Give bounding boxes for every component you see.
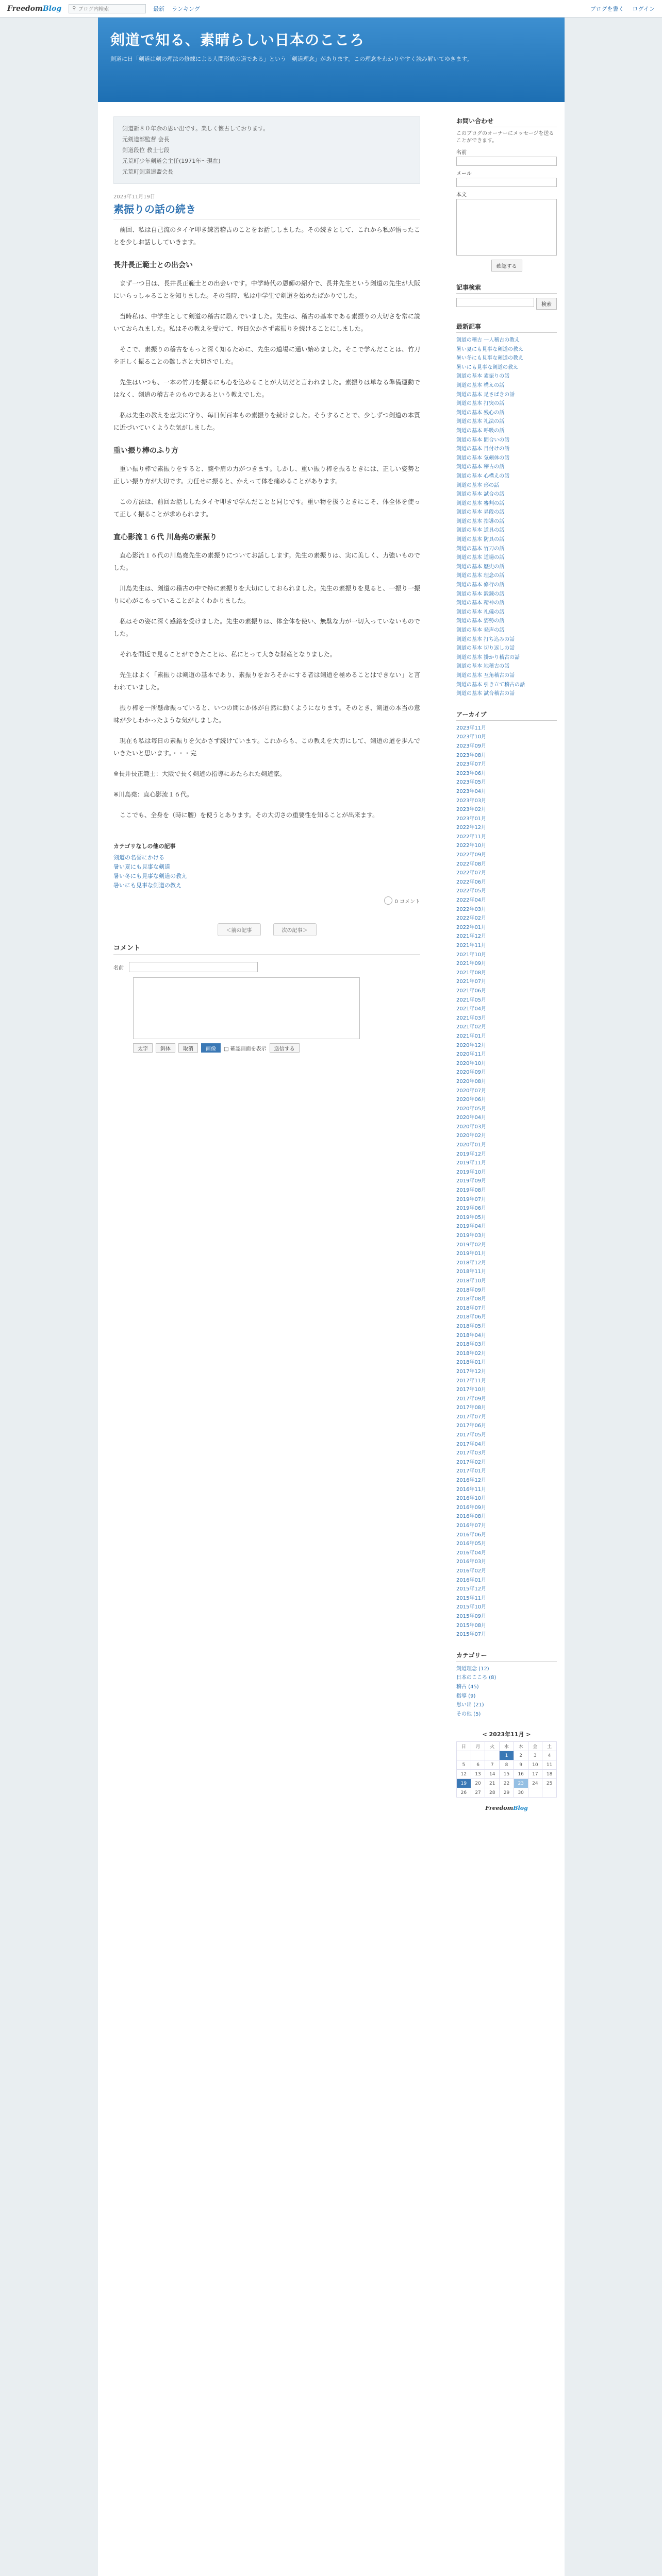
contact-box bbox=[456, 116, 557, 272]
archive-link[interactable]: 2023年07月 bbox=[456, 761, 487, 768]
calendar-day[interactable]: 22 bbox=[500, 1779, 514, 1788]
archive-link[interactable]: 2023年03月 bbox=[456, 798, 487, 804]
archive-link[interactable]: 2020年05月 bbox=[456, 1106, 487, 1112]
archive-link[interactable]: 2017年03月 bbox=[456, 1450, 487, 1456]
top-navigation-bar bbox=[0, 0, 662, 18]
comment-icon bbox=[384, 896, 392, 905]
top-right-links bbox=[590, 5, 655, 13]
paragraph: ここでも、全身を（時に腰）を使うとあります。その大切さの重要性を知ることが出来ます。 bbox=[120, 811, 379, 819]
paragraph: 私はその姿に深く感銘を受けました。先生の素振りは、体全体を使い、無駄な力が一切入っていないものでした。 bbox=[113, 618, 420, 637]
archive-link[interactable]: 2022年10月 bbox=[456, 843, 487, 849]
recent-post-link[interactable]: 剣道の基本 理念の話 bbox=[456, 573, 505, 579]
recent-post-link[interactable]: 剣道の基本 残心の話 bbox=[456, 410, 505, 416]
comment-count[interactable]: 0 コメント bbox=[113, 896, 420, 905]
recent-post-link[interactable]: 剣道の基本 構えの話 bbox=[456, 382, 505, 388]
calendar-day[interactable]: 25 bbox=[542, 1779, 557, 1788]
main-column bbox=[113, 116, 420, 1053]
archive-link[interactable]: 2022年07月 bbox=[456, 870, 487, 876]
archive-link[interactable]: 2016年11月 bbox=[456, 1486, 487, 1493]
italic-button[interactable]: 斜体 bbox=[156, 1043, 175, 1053]
paragraph: そこで、素振りの稽古をもっと深く知るために、先生の道場に通い始めました。そこで学んだことは、竹刀を正しく振ることの難しさと大切さでした。 bbox=[113, 346, 420, 365]
comment-toolbar bbox=[133, 1043, 420, 1053]
archive-link[interactable]: 2022年02月 bbox=[456, 916, 487, 922]
calendar-day bbox=[457, 1751, 471, 1760]
calendar-day[interactable]: 20 bbox=[471, 1779, 485, 1788]
calendar-day[interactable]: 4 bbox=[542, 1751, 557, 1760]
calendar-day bbox=[485, 1751, 500, 1760]
calendar-day[interactable]: 23 bbox=[514, 1779, 528, 1788]
related-post-link[interactable]: 暑いにも見事な剣道の教え bbox=[113, 882, 181, 889]
post-title[interactable]: 素振りの話の続き bbox=[113, 201, 420, 219]
comment-form bbox=[113, 942, 420, 1053]
comment-title: コメント bbox=[113, 942, 420, 955]
archive-link[interactable]: 2022年03月 bbox=[456, 906, 487, 912]
paragraph: まず一つ目は、長井長正範士との出会いです。中学時代の恩師の紹介で、長井先生という剣道の先生が大阪にいらっしゃることを知りました。その当時、私は中学生で剣道を始めたばかりでした。 bbox=[113, 280, 420, 299]
archive-link[interactable]: 2023年01月 bbox=[456, 816, 487, 822]
archive-link[interactable]: 2022年12月 bbox=[456, 825, 487, 831]
sidebar-search-button[interactable]: 検索 bbox=[536, 298, 557, 310]
paragraph: 川島先生は、剣道の稽古の中で特に素振りを大切にしておられました。先生の素振りを見ると、一振り一振りに心がこもっていることがよくわかりました。 bbox=[113, 585, 420, 604]
category-link[interactable]: 日本のこころ (8) bbox=[456, 1675, 496, 1681]
post-body bbox=[113, 224, 420, 821]
archive-link[interactable]: 2020年04月 bbox=[456, 1115, 487, 1121]
calendar-day[interactable]: 2 bbox=[514, 1751, 528, 1760]
calendar-day[interactable]: 10 bbox=[528, 1760, 542, 1770]
sidebar bbox=[456, 116, 557, 1823]
archive-link[interactable]: 2021年06月 bbox=[456, 988, 487, 994]
archive-link[interactable]: 2021年04月 bbox=[456, 1006, 487, 1012]
recent-post-link[interactable]: 剣道の基本 審判の話 bbox=[456, 500, 505, 506]
footnote: ※川島堯：直心影流１６代。 bbox=[113, 791, 193, 798]
contact-send-button[interactable]: 確認する bbox=[491, 260, 522, 272]
archive-link[interactable]: 2019年10月 bbox=[456, 1169, 487, 1175]
archive-link[interactable]: 2015年09月 bbox=[456, 1613, 487, 1619]
archive-link[interactable]: 2020年02月 bbox=[456, 1133, 487, 1139]
recent-post-link[interactable]: 剣道の稽古 一人稽古の教え bbox=[456, 337, 520, 343]
category-link[interactable]: 剣道理念 (12) bbox=[456, 1666, 489, 1672]
archive-link[interactable]: 2020年06月 bbox=[456, 1097, 487, 1103]
recent-post-link[interactable]: 剣道の基本 間合いの話 bbox=[456, 437, 510, 443]
archive-link[interactable]: 2022年11月 bbox=[456, 834, 487, 840]
calendar-weekday: 月 bbox=[471, 1742, 485, 1751]
archive-link[interactable]: 2016年12月 bbox=[456, 1478, 487, 1484]
archive-link[interactable]: 2017年06月 bbox=[456, 1423, 487, 1429]
recent-post-link[interactable]: 暑い冬にも見事な剣道の教え bbox=[456, 355, 523, 362]
archive-link[interactable]: 2016年05月 bbox=[456, 1541, 487, 1547]
archive-link[interactable]: 2017年08月 bbox=[456, 1405, 487, 1411]
archive-link[interactable]: 2016年06月 bbox=[456, 1532, 487, 1538]
archive-link[interactable]: 2018年10月 bbox=[456, 1278, 487, 1284]
archive-link[interactable]: 2022年09月 bbox=[456, 852, 487, 858]
archive-link[interactable]: 2019年01月 bbox=[456, 1251, 487, 1257]
recent-post-link[interactable]: 剣道の基本 指導の話 bbox=[456, 518, 505, 524]
archive-link[interactable]: 2017年11月 bbox=[456, 1378, 487, 1384]
bold-button[interactable]: 太字 bbox=[133, 1043, 153, 1053]
calendar-day[interactable]: 7 bbox=[485, 1760, 500, 1770]
top-link-ranking[interactable]: ランキング bbox=[172, 5, 200, 12]
archive-link[interactable]: 2021年12月 bbox=[456, 934, 487, 940]
recent-post-link[interactable]: 剣道の基本 掛かり稽古の話 bbox=[456, 654, 520, 660]
category-link[interactable]: 指導 (9) bbox=[456, 1693, 476, 1699]
post-pager bbox=[113, 923, 420, 936]
archive-link[interactable]: 2023年04月 bbox=[456, 788, 487, 794]
archive-link[interactable]: 2017年02月 bbox=[456, 1459, 487, 1465]
related-posts-title: カテゴリなしの他の記事 bbox=[113, 843, 176, 850]
comment-textarea[interactable] bbox=[133, 977, 360, 1039]
calendar-weekday: 火 bbox=[485, 1742, 500, 1751]
recent-post-link[interactable]: 剣道の基本 礼儀の話 bbox=[456, 609, 505, 615]
recent-post-link[interactable]: 剣道の基本 稽古の話 bbox=[456, 464, 505, 470]
archive-link[interactable]: 2016年03月 bbox=[456, 1559, 487, 1565]
archive-link[interactable]: 2017年07月 bbox=[456, 1414, 487, 1420]
recent-post-link[interactable]: 剣道の基本 打突の話 bbox=[456, 401, 505, 407]
recent-post-link[interactable]: 剣道の基本 心構えの話 bbox=[456, 473, 510, 479]
archive-link[interactable]: 2016年08月 bbox=[456, 1514, 487, 1520]
archive-link[interactable]: 2016年01月 bbox=[456, 1577, 487, 1583]
calendar-day[interactable]: 21 bbox=[485, 1779, 500, 1788]
next-post-button[interactable]: 次の記事＞ bbox=[273, 923, 317, 936]
section-heading: 重い振り棒のふり方 bbox=[113, 447, 178, 455]
recent-post-link[interactable]: 剣道の基本 切り返しの話 bbox=[456, 646, 515, 652]
recent-post-link[interactable]: 剣道の基本 試合稽古の話 bbox=[456, 691, 515, 697]
section-heading: 直心影流１６代 川島堯の素振り bbox=[113, 533, 217, 541]
intro-line: 剣道段位 教士七段 bbox=[122, 147, 170, 154]
recent-post-link[interactable]: 剣道の基本 試合の話 bbox=[456, 492, 505, 498]
paragraph: 当時私は、中学生として剣道の稽古に励んでいました。先生は、稽古の基本である素振りの大切さを常に説いておられました。私はその教えを受けて、毎日欠かさず素振りを続けることにしました。 bbox=[113, 313, 420, 332]
archive-link[interactable]: 2018年11月 bbox=[456, 1269, 487, 1275]
archive-link[interactable]: 2018年08月 bbox=[456, 1296, 487, 1302]
archive-link[interactable]: 2015年11月 bbox=[456, 1595, 487, 1601]
calendar-day[interactable]: 1 bbox=[500, 1751, 514, 1760]
archive-link[interactable]: 2021年11月 bbox=[456, 943, 487, 948]
blog-search-input[interactable]: ⚲ ブログ内検索 bbox=[69, 4, 146, 13]
top-links bbox=[153, 5, 200, 13]
archive-link[interactable]: 2023年10月 bbox=[456, 734, 487, 740]
archive-link[interactable]: 2017年09月 bbox=[456, 1396, 487, 1402]
calendar-day[interactable]: 11 bbox=[542, 1760, 557, 1770]
recent-post-link[interactable]: 剣道の基本 素振りの話 bbox=[456, 374, 510, 380]
calendar-day bbox=[471, 1751, 485, 1760]
name-input[interactable] bbox=[129, 962, 258, 972]
calendar-day[interactable]: 9 bbox=[514, 1760, 528, 1770]
archive-link[interactable]: 2021年03月 bbox=[456, 1015, 487, 1021]
calendar-day[interactable]: 3 bbox=[528, 1751, 542, 1760]
recent-post-link[interactable]: 剣道の基本 打ち込みの話 bbox=[456, 636, 515, 642]
recent-post-link[interactable]: 剣道の基本 互角稽古の話 bbox=[456, 672, 515, 679]
calendar-day[interactable]: 14 bbox=[485, 1770, 500, 1779]
archive-link[interactable]: 2016年09月 bbox=[456, 1504, 487, 1511]
recent-post-link[interactable]: 剣道の基本 昇段の話 bbox=[456, 510, 505, 516]
archive-link[interactable]: 2023年05月 bbox=[456, 779, 487, 786]
archive-link[interactable]: 2019年12月 bbox=[456, 1151, 487, 1157]
archive-box bbox=[456, 710, 557, 1639]
archive-link[interactable]: 2015年08月 bbox=[456, 1622, 487, 1629]
calendar-day[interactable]: 8 bbox=[500, 1760, 514, 1770]
intro-line: 元荒町剣道連盟会長 bbox=[122, 168, 173, 175]
search-box bbox=[456, 283, 557, 311]
archive-link[interactable]: 2018年12月 bbox=[456, 1260, 487, 1266]
calendar-weekday: 金 bbox=[528, 1742, 542, 1751]
recent-post-link[interactable]: 剣道の基本 精神の話 bbox=[456, 600, 505, 606]
related-post-link[interactable]: 暑い冬にも見事な剣道の教え bbox=[113, 873, 187, 879]
powered-logo[interactable]: FreedomBlog bbox=[485, 1805, 528, 1812]
recent-post-link[interactable]: 剣道の基本 礼法の話 bbox=[456, 419, 505, 425]
recent-post-link[interactable]: 剣道の基本 呼吸の話 bbox=[456, 428, 505, 434]
archive-link[interactable]: 2021年02月 bbox=[456, 1024, 487, 1030]
calendar-day bbox=[542, 1788, 557, 1798]
contact-mail-input[interactable] bbox=[456, 178, 557, 187]
recent-post-link[interactable]: 剣道の基本 足さばきの話 bbox=[456, 392, 515, 398]
contact-body-textarea[interactable] bbox=[456, 199, 557, 256]
archive-link[interactable]: 2019年11月 bbox=[456, 1160, 487, 1166]
post-date: 2023年11月19日 bbox=[113, 194, 155, 200]
archive-title: アーカイブ bbox=[456, 710, 557, 721]
archive-link[interactable]: 2023年11月 bbox=[456, 725, 487, 731]
blog-title[interactable]: 剣道で知る、素晴らしい日本のこころ bbox=[110, 31, 365, 48]
category-link[interactable]: その他 (5) bbox=[456, 1711, 481, 1717]
archive-link[interactable]: 2017年10月 bbox=[456, 1387, 487, 1393]
archive-link[interactable]: 2020年12月 bbox=[456, 1042, 487, 1048]
contact-name-label: 名前 bbox=[456, 150, 467, 156]
contact-text: このブログのオーナーにメッセージを送ることができます。 bbox=[456, 131, 554, 144]
archive-link[interactable]: 2019年09月 bbox=[456, 1178, 487, 1184]
strike-button[interactable]: 取消 bbox=[178, 1043, 198, 1053]
category-link[interactable]: 思い出 (21) bbox=[456, 1702, 484, 1708]
archive-link[interactable]: 2018年06月 bbox=[456, 1314, 487, 1320]
archive-link[interactable]: 2021年10月 bbox=[456, 952, 487, 958]
category-link[interactable]: 稽古 (45) bbox=[456, 1684, 479, 1690]
archive-link[interactable]: 2017年12月 bbox=[456, 1368, 487, 1375]
calendar-weekday: 水 bbox=[500, 1742, 514, 1751]
paragraph: この方法は、前回お話ししたタイヤ叩きで学んだことと同じです。重い物を扱うときにこそ、体全体を使って正しく振ることが求められます。 bbox=[113, 498, 420, 518]
archive-link[interactable]: 2017年04月 bbox=[456, 1441, 487, 1447]
calendar-day[interactable]: 29 bbox=[500, 1788, 514, 1798]
archive-link[interactable]: 2018年02月 bbox=[456, 1350, 487, 1357]
archive-link[interactable]: 2017年05月 bbox=[456, 1432, 487, 1438]
sidebar-search-input[interactable] bbox=[456, 298, 534, 307]
archive-link[interactable]: 2021年09月 bbox=[456, 961, 487, 967]
recent-post-link[interactable]: 剣道の基本 引き立て稽古の話 bbox=[456, 682, 525, 688]
archive-link[interactable]: 2018年01月 bbox=[456, 1360, 487, 1366]
archive-link[interactable]: 2016年04月 bbox=[456, 1550, 487, 1556]
calendar-weekday: 木 bbox=[514, 1742, 528, 1751]
archive-link[interactable]: 2021年08月 bbox=[456, 970, 487, 976]
archive-link[interactable]: 2020年03月 bbox=[456, 1124, 487, 1130]
related-post-link[interactable]: 剣道の名誉にかける bbox=[113, 854, 164, 861]
archive-link[interactable]: 2016年02月 bbox=[456, 1568, 487, 1574]
blog-description: 剣道に日「剣道は剣の理法の修練による人間形成の道である」という「剣道理念」があります。この理念をわかりやすく読み解いてゆきます。 bbox=[110, 56, 473, 62]
write-blog-link[interactable]: ブログを書く bbox=[590, 5, 624, 12]
archive-link[interactable]: 2020年09月 bbox=[456, 1070, 487, 1076]
contact-mail-label: メール bbox=[456, 171, 472, 177]
intro-line: 元荒町少年剣道会主任(1971年〜現在) bbox=[122, 158, 221, 164]
calendar-weekday: 日 bbox=[457, 1742, 471, 1751]
top-link-latest[interactable]: 最新 bbox=[153, 5, 165, 12]
calendar-day[interactable]: 30 bbox=[514, 1788, 528, 1798]
archive-link[interactable]: 2020年11月 bbox=[456, 1052, 487, 1058]
recent-post-link[interactable]: 剣道の基本 道具の話 bbox=[456, 528, 505, 534]
calendar-day[interactable]: 16 bbox=[514, 1770, 528, 1779]
submit-button[interactable]: 送信する bbox=[270, 1043, 300, 1053]
calendar-day[interactable]: 28 bbox=[485, 1788, 500, 1798]
archive-link[interactable]: 2018年09月 bbox=[456, 1287, 487, 1293]
archive-link[interactable]: 2018年05月 bbox=[456, 1323, 487, 1329]
content-wrapper bbox=[98, 102, 565, 2576]
prev-post-button[interactable]: ＜前の記事 bbox=[218, 923, 261, 936]
search-icon: ⚲ bbox=[72, 6, 76, 11]
calendar-day[interactable]: 6 bbox=[471, 1760, 485, 1770]
recent-post-link[interactable]: 剣道の基本 地稽古の話 bbox=[456, 664, 510, 670]
recent-post-link[interactable]: 剣道の基本 姿勢の話 bbox=[456, 618, 505, 624]
calendar-day[interactable]: 26 bbox=[457, 1788, 471, 1798]
calendar-weekday: 土 bbox=[542, 1742, 557, 1751]
archive-link[interactable]: 2016年07月 bbox=[456, 1523, 487, 1529]
archive-link[interactable]: 2019年07月 bbox=[456, 1196, 487, 1202]
archive-link[interactable]: 2015年07月 bbox=[456, 1632, 487, 1638]
archive-link[interactable]: 2019年08月 bbox=[456, 1188, 487, 1194]
archive-link[interactable]: 2021年01月 bbox=[456, 1033, 487, 1039]
archive-link[interactable]: 2018年03月 bbox=[456, 1342, 487, 1348]
archive-link[interactable]: 2019年02月 bbox=[456, 1242, 487, 1248]
login-link[interactable]: ログイン bbox=[632, 5, 655, 12]
search-title: 記事検索 bbox=[456, 283, 557, 294]
archive-link[interactable]: 2021年05月 bbox=[456, 997, 487, 1003]
recent-post-link[interactable]: 剣道の基本 目付けの話 bbox=[456, 446, 510, 452]
calendar-title[interactable]: < 2023年11月 > bbox=[482, 1731, 531, 1738]
recent-post-link[interactable]: 暑いにも見事な剣道の教え bbox=[456, 364, 518, 370]
archive-link[interactable]: 2023年09月 bbox=[456, 743, 487, 749]
archive-link[interactable]: 2023年06月 bbox=[456, 770, 487, 776]
paragraph: 重い振り棒で素振りをすると、腕や肩の力がつきます。しかし、重い振り棒を振るときには、正しい姿勢と正しい振り方が大切です。力任せに振ると、かえって体を痛めることがあります。 bbox=[113, 465, 420, 485]
archive-link[interactable]: 2023年02月 bbox=[456, 807, 487, 813]
calendar-day[interactable]: 18 bbox=[542, 1770, 557, 1779]
section-heading: 長井長正範士との出会い bbox=[113, 261, 193, 269]
recent-post-link[interactable]: 剣道の基本 防具の話 bbox=[456, 537, 505, 543]
intro-line: 剣道新８０年余の思い出です。楽しく懐古しております。 bbox=[122, 125, 269, 132]
archive-link[interactable]: 2019年06月 bbox=[456, 1206, 487, 1212]
name-label: 名前 bbox=[113, 965, 124, 971]
archive-link[interactable]: 2022年05月 bbox=[456, 888, 487, 894]
archive-link[interactable]: 2022年06月 bbox=[456, 879, 487, 885]
intro-box bbox=[113, 116, 420, 184]
image-button[interactable]: 画像 bbox=[201, 1043, 221, 1053]
archive-link[interactable]: 2019年04月 bbox=[456, 1224, 487, 1230]
calendar-day[interactable]: 5 bbox=[457, 1760, 471, 1770]
related-posts bbox=[113, 842, 420, 890]
intro-line: 元剣道部監督 会長 bbox=[122, 136, 170, 143]
calendar-day[interactable]: 15 bbox=[500, 1770, 514, 1779]
paragraph: 先生はよく「素振りは剣道の基本であり、素振りをおろそかにする者は剣道を極めることはできない」と言われていました。 bbox=[113, 671, 420, 691]
related-post-link[interactable]: 暑い夏にも見事な剣道 bbox=[113, 863, 170, 870]
calendar-day bbox=[528, 1788, 542, 1798]
calendar-day[interactable]: 19 bbox=[457, 1779, 471, 1788]
paragraph: 直心影流１６代の川島堯先生の素振りについてお話しします。先生の素振りは、実に美しく、力強いものでした。 bbox=[113, 552, 420, 571]
archive-link[interactable]: 2020年01月 bbox=[456, 1142, 487, 1148]
recent-post-link[interactable]: 剣道の基本 道場の話 bbox=[456, 555, 505, 561]
recent-post-link[interactable]: 剣道の基本 鍛錬の話 bbox=[456, 591, 505, 597]
recent-post-link[interactable]: 剣道の基本 形の話 bbox=[456, 482, 500, 488]
calendar-day[interactable]: 27 bbox=[471, 1788, 485, 1798]
category-box bbox=[456, 1651, 557, 1719]
paragraph: 私は先生の教えを忠実に守り、毎日何百本もの素振りを続けました。そうすることで、少しずつ剣道の本質に近づいていくような気がしました。 bbox=[113, 412, 420, 431]
contact-title: お問い合わせ bbox=[456, 116, 557, 127]
paragraph: 前回、私は自己流のタイヤ叩き練習稽古のことをお話ししました。その続きとして、これから私が悟ったことを少しお話ししていきます。 bbox=[113, 226, 420, 246]
archive-link[interactable]: 2022年08月 bbox=[456, 861, 487, 867]
site-logo[interactable]: FreedomBlog bbox=[7, 4, 62, 13]
contact-body-label: 本文 bbox=[456, 192, 467, 198]
confirm-checkbox[interactable]: □ 確認画面を表示 bbox=[224, 1046, 267, 1052]
archive-link[interactable]: 2017年01月 bbox=[456, 1468, 487, 1475]
recent-posts bbox=[456, 322, 557, 699]
paragraph: それを間近で見ることができたことは、私にとって大きな財産となりました。 bbox=[120, 651, 336, 658]
archive-link[interactable]: 2020年08月 bbox=[456, 1078, 487, 1084]
archive-link[interactable]: 2015年10月 bbox=[456, 1604, 487, 1611]
archive-link[interactable]: 2019年05月 bbox=[456, 1214, 487, 1221]
paragraph: 現在も私は毎日の素振りを欠かさず続けています。これからも、この教えを大切にして、剣道の道を歩んでいきたいと思います。・・・完 bbox=[113, 737, 420, 757]
archive-link[interactable]: 2020年10月 bbox=[456, 1060, 487, 1066]
calendar-day[interactable]: 13 bbox=[471, 1770, 485, 1779]
recent-post-link[interactable]: 剣道の基本 発声の話 bbox=[456, 628, 505, 633]
archive-link[interactable]: 2016年10月 bbox=[456, 1496, 487, 1502]
recent-post-link[interactable]: 剣道の基本 修行の話 bbox=[456, 582, 505, 588]
contact-name-input[interactable] bbox=[456, 157, 557, 166]
calendar-day[interactable]: 12 bbox=[457, 1770, 471, 1779]
category-title: カテゴリー bbox=[456, 1651, 557, 1662]
archive-link[interactable]: 2019年03月 bbox=[456, 1233, 487, 1239]
recent-post-link[interactable]: 剣道の基本 歴史の話 bbox=[456, 564, 505, 570]
archive-link[interactable]: 2018年04月 bbox=[456, 1332, 487, 1338]
calendar-day[interactable]: 17 bbox=[528, 1770, 542, 1779]
archive-link[interactable]: 2020年07月 bbox=[456, 1088, 487, 1094]
archive-link[interactable]: 2022年01月 bbox=[456, 924, 487, 930]
recent-post-link[interactable]: 剣道の基本 竹刀の話 bbox=[456, 546, 505, 552]
archive-link[interactable]: 2018年07月 bbox=[456, 1305, 487, 1311]
archive-link[interactable]: 2021年07月 bbox=[456, 979, 487, 985]
paragraph: 先生はいつも、一本の竹刀を振るにも心を込めることが大切だと言われました。素振りは単なる準備運動ではなく、剣道の稽古そのものであるという教えでした。 bbox=[113, 379, 420, 398]
blog-header bbox=[98, 18, 565, 102]
archive-link[interactable]: 2015年12月 bbox=[456, 1586, 487, 1592]
archive-link[interactable]: 2023年08月 bbox=[456, 752, 487, 758]
recent-post-link[interactable]: 剣道の基本 気剣体の話 bbox=[456, 455, 510, 461]
calendar bbox=[456, 1730, 557, 1811]
paragraph: 振り棒を一所懸命振っていると、いつの間にか体が自然に動くようになります。そのとき、剣道の本当の意味が少しわかったような気がしました。 bbox=[113, 704, 420, 724]
archive-link[interactable]: 2022年04月 bbox=[456, 897, 487, 904]
footnote: ※長井長正範士：大阪で長く剣道の指導にあたられた剣道家。 bbox=[113, 770, 286, 777]
recent-title: 最新記事 bbox=[456, 322, 557, 333]
recent-post-link[interactable]: 暑い夏にも見事な剣道の教え bbox=[456, 346, 523, 352]
calendar-day[interactable]: 24 bbox=[528, 1779, 542, 1788]
